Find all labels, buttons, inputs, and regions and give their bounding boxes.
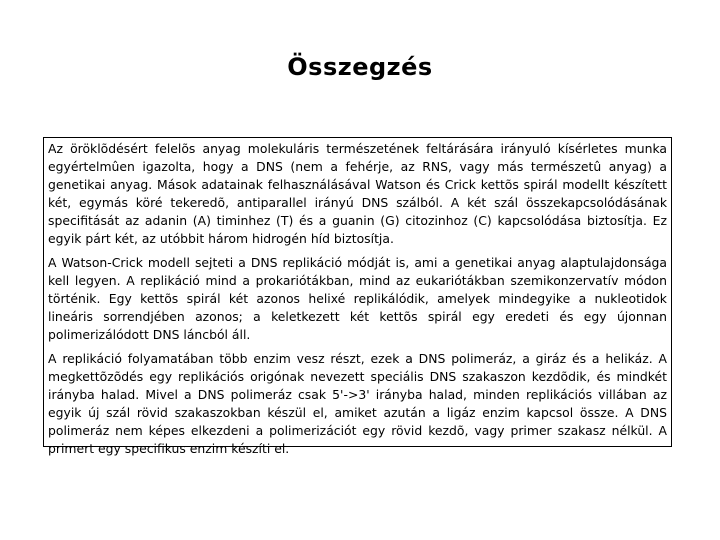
paragraph-replication-enzymes: A replikáció folyamatában több enzim vesz részt, ezek a DNS polimeráz, a giráz és a helikáz. A megkettõzõdés egy replikációs origónak nevezett speciális DNS szakaszon kezdõdik, és mindkét irányba halad. Mivel a DNS polimeráz csak 5'->3' irányba halad, minden replikációs villában az egyik új szál rövid szakaszokban készül el, amiket azután a ligáz enzim kapcsol össze. A DNS polimeráz nem képes elkezdeni a polimerizációt egy rövid kezdõ, vagy primer szakasz nélkül. A primert egy specifikus enzim készíti el. [48, 351, 667, 456]
paragraph-dna-genetic-material: Az öröklõdésért felelõs anyag molekuláris természetének feltárására irányuló kísérletes munka egyértelmûen igazolta, hogy a DNS (nem a fehérje, az RNS, vagy más természetû anyag) a genetikai anyag. Mások adatainak felhasználásával Watson és Crick kettõs spirál modellt készített két, egymás köré tekeredõ, antiparallel irányú DNS szálból. A két szál összekapcsolódásának specifitását az adanin (A) timinhez (T) és a guanin (G) citozinhoz (C) kapcsolódása biztosítja. Ez egyik párt két, az utóbbit három hidrogén híd biztosítja. [48, 141, 667, 246]
slide-title: Összegzés [287, 53, 433, 81]
summary-text-box [43, 137, 672, 456]
paragraph-replication-model: A Watson-Crick modell sejteti a DNS replikáció módját is, ami a genetikai anyag alaptulajdonsága kell legyen. A replikáció mind a prokariótákban, mind az eukariótákban szemikonzervatív módon történik. Egy kettõs spirál két azonos helixé replikálódik, amelyek mindegyike a nukleotidok lineáris sorrendjében azonos; a keletkezett két kettõs spirál egy eredeti és egy újonnan polimerizálódott DNS láncból áll. [48, 255, 667, 342]
